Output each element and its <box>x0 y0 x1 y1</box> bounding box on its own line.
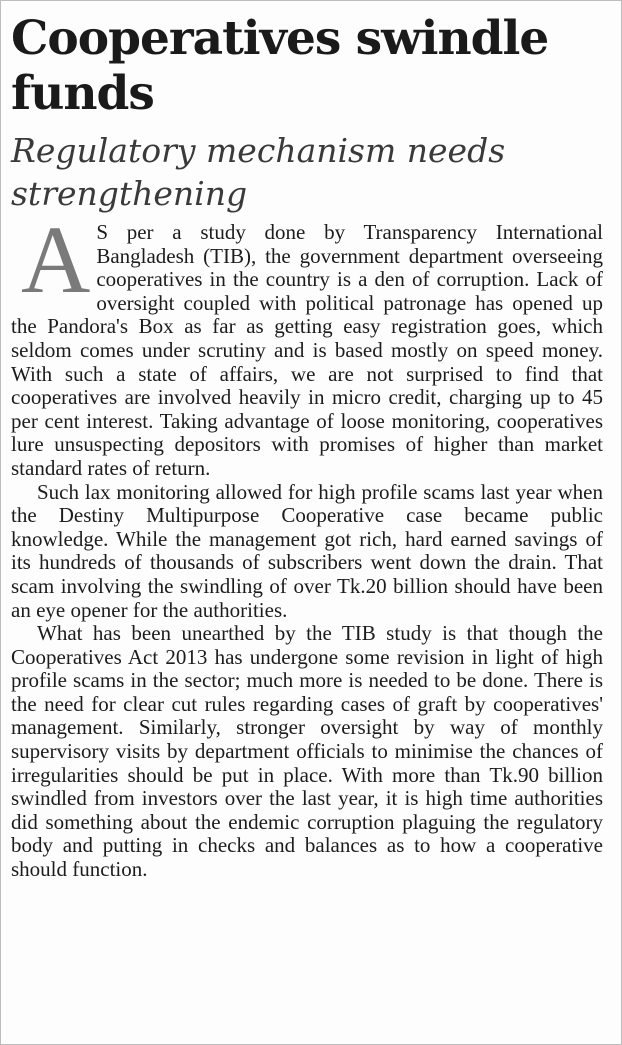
paragraph-2: Such lax monitoring allowed for high profile scams last year when the Destiny Multipurpose Cooperative case became public knowledge. While the management got rich, hard earned savings of its hundreds of thousands of subscribers went down the drain. That scam involving the swindling of over Tk.20 billion should have been an eye opener for the authorities. <box>11 479 603 622</box>
paragraph-3: What has been unearthed by the TIB study is that though the Cooperatives Act 2013 has undergone some revision in light of high profile scams in the sector; much more is needed to be done. There is the need for clear cut rules regarding cases of graft by cooperatives' management. Similarly, stronger oversight by way of monthly supervisory visits by department officials to minimise the chances of irregularities should be put in place. With more than Tk.90 billion swindled from investors over the last year, it is high time authorities did something about the endemic corruption plaguing the regulatory body and putting in checks and balances as to how a cooperative should function. <box>11 621 603 882</box>
paragraph-1 <box>11 206 603 481</box>
article-body <box>11 206 603 882</box>
subheadline: Regulatory mechanism needs strengthening <box>11 131 506 213</box>
headline: Cooperatives swindle funds <box>11 11 549 121</box>
editorial-article <box>11 11 603 882</box>
drop-cap: A <box>21 206 91 313</box>
paragraph-1-text: S per a study done by Transparency International Bangladesh (TIB), the government department overseeing cooperatives in the country is a den of corruption. Lack of oversight coupled with political patronage has opened up the Pandora's Box as far as getting easy registration goes, which seldom comes under scrutiny and is based mostly on speed money. With such a state of affairs, we are not surprised to find that cooperatives are involved heavily in micro credit, charging up to 45 per cent interest. Taking advantage of loose monitoring, cooperatives lure unsuspecting depositors with promises of higher than market standard rates of return. <box>11 220 603 480</box>
